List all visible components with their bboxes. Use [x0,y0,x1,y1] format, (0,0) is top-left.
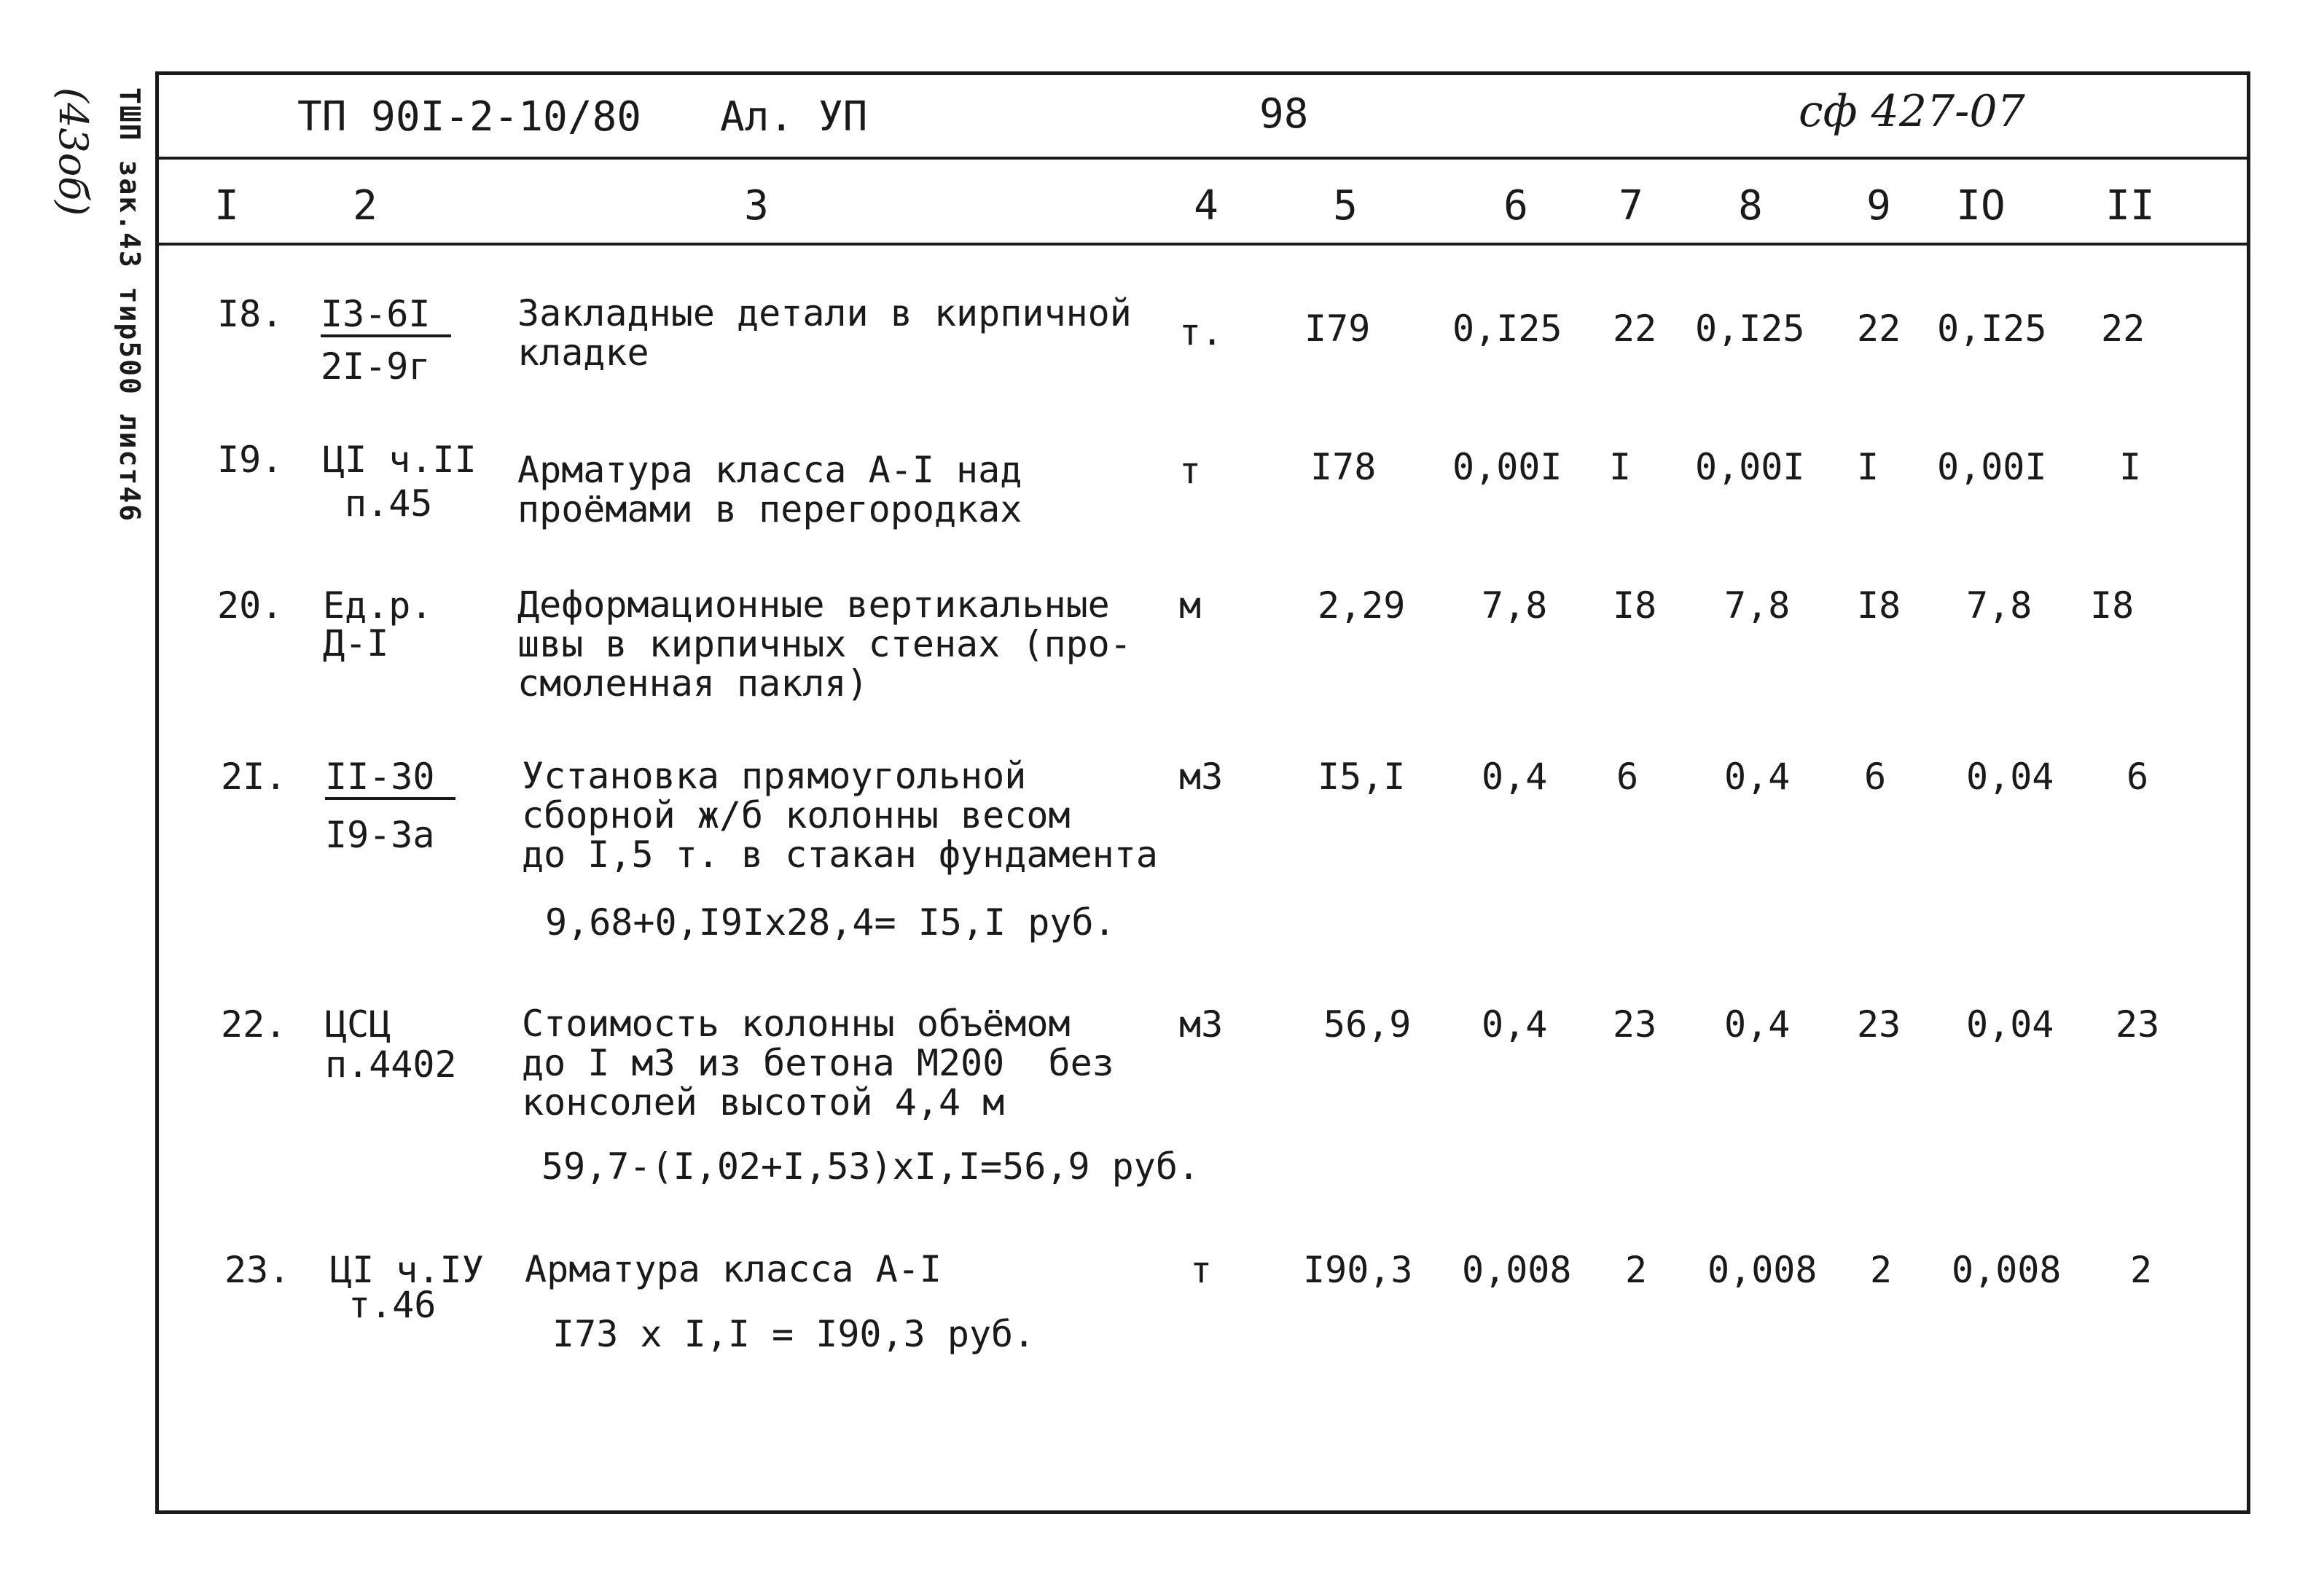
row-number: 2I. [221,756,287,798]
quantity-1: 0,4 [1482,1003,1548,1046]
sum-3: I [2119,446,2142,488]
sum-3: 23 [2116,1003,2160,1046]
price-calculation: I73 x I,I = I90,3 руб. [552,1313,1036,1355]
col-head-3: 3 [744,182,769,230]
quantity-3: 0,I25 [1937,307,2047,350]
norm-code-top: I3-6I [321,294,451,337]
col-head-9: 9 [1866,182,1891,230]
quantity-1: 7,8 [1482,584,1548,627]
sum-3: 6 [2127,756,2149,798]
sum-1: I [1609,446,1632,488]
unit-price: I90,3 [1303,1249,1413,1291]
row-number: I8. [217,293,283,335]
col-head-11: II [2105,182,2155,230]
work-description: Деформационные вертикальные швы в кирпичных стенах (про- смоленная пакля) [517,584,1132,705]
quantity-3: 0,04 [1966,756,2054,798]
col-head-10: IO [1956,182,2006,230]
col-head-5: 5 [1333,182,1358,230]
quantity-3: 0,04 [1966,1003,2054,1046]
unit-price: 2,29 [1318,584,1406,627]
col-head-4: 4 [1194,182,1218,230]
quantity-1: 0,008 [1462,1249,1572,1291]
quantity-2: 7,8 [1724,584,1791,627]
col-head-8: 8 [1738,182,1763,230]
sum-2: I [1857,446,1879,488]
doc-code: ТП 90I-2-10/80 [297,93,642,141]
norm-code-bottom: т.46 [348,1284,437,1326]
price-calculation: 59,7-(I,02+I,53)xI,I=56,9 руб. [541,1145,1200,1188]
quantity-3: 0,00I [1937,446,2047,488]
unit-price: 56,9 [1323,1003,1412,1046]
sheet-reference: сф 427-07 [1799,86,2025,137]
unit: м3 [1179,1003,1224,1046]
norm-code-top: ЦI ч.IУ [330,1249,484,1291]
margin-stamp [44,87,146,612]
header-divider [159,157,2247,160]
work-description: Стоимость колонны объёмом до I м3 из бетона М200 без консолей высотой 4,4 м [522,1003,1114,1124]
margin-stamp-text: ТШП зак.43 тир500 лист46 [114,87,146,523]
sum-3: I8 [2090,584,2135,627]
norm-code-top: II-30 [325,756,455,800]
norm-code-bottom: 2I-9г [321,345,431,388]
quantity-2: 0,008 [1707,1249,1818,1291]
quantity-2: 0,00I [1695,446,1805,488]
sum-2: 2 [1870,1249,1893,1291]
quantity-1: 0,I25 [1452,307,1562,350]
quantity-2: 0,4 [1724,756,1791,798]
row-number: I9. [217,439,283,481]
sum-1: 6 [1616,756,1639,798]
album-label: Ал. УП [720,93,868,141]
norm-code-top: Ед.р. [323,584,433,627]
row-number: 20. [217,584,283,627]
margin-stamp-sub: (43об) [50,87,96,216]
quantity-3: 7,8 [1966,584,2032,627]
sum-2: I8 [1857,584,1901,627]
work-description: Закладные детали в кирпичной кладке [517,292,1132,374]
sum-1: 2 [1625,1249,1648,1291]
norm-code-bottom: I9-3а [325,814,435,856]
unit: м [1179,584,1202,627]
sum-1: 23 [1613,1003,1657,1046]
sum-1: I8 [1613,584,1657,627]
norm-code-bottom: Д-I [323,622,389,664]
sum-3: 22 [2101,307,2145,350]
sum-2: 22 [1857,307,1901,350]
estimate-sheet [155,71,2250,1514]
col-head-1: I [214,182,239,230]
norm-code-bottom: п.45 [345,482,433,525]
unit-price: I78 [1310,446,1377,488]
col-head-2: 2 [353,182,377,230]
unit: т [1190,1249,1213,1291]
sum-1: 22 [1613,307,1657,350]
sum-2: 6 [1864,756,1887,798]
norm-code-top: ЦСЦ [325,1003,391,1046]
quantity-2: 0,4 [1724,1003,1791,1046]
row-number: 22. [221,1003,287,1046]
col-head-6: 6 [1503,182,1528,230]
sum-3: 2 [2130,1249,2153,1291]
unit: т [1179,450,1202,492]
norm-code-top: ЦI ч.II [323,439,477,481]
row-number: 23. [224,1249,291,1291]
unit: м3 [1179,756,1224,798]
unit-price: I79 [1304,307,1371,350]
unit-price: I5,I [1318,756,1406,798]
work-description: Арматура класса А-I над проёмами в перегородках [517,449,1022,530]
norm-code-bottom: п.4402 [325,1043,457,1086]
column-header-divider [159,243,2247,246]
col-head-7: 7 [1619,182,1643,230]
quantity-3: 0,008 [1952,1249,2062,1291]
quantity-2: 0,I25 [1695,307,1805,350]
page-number: 98 [1259,90,1309,138]
price-calculation: 9,68+0,I9Ix28,4= I5,I руб. [545,901,1116,944]
quantity-1: 0,4 [1482,756,1548,798]
work-description: Установка прямоугольной сборной ж/б колонны весом до I,5 т. в стакан фундамента [522,755,1158,876]
unit: т. [1179,311,1224,353]
work-description: Арматура класса А-I [525,1248,942,1290]
sum-2: 23 [1857,1003,1901,1046]
quantity-1: 0,00I [1452,446,1562,488]
